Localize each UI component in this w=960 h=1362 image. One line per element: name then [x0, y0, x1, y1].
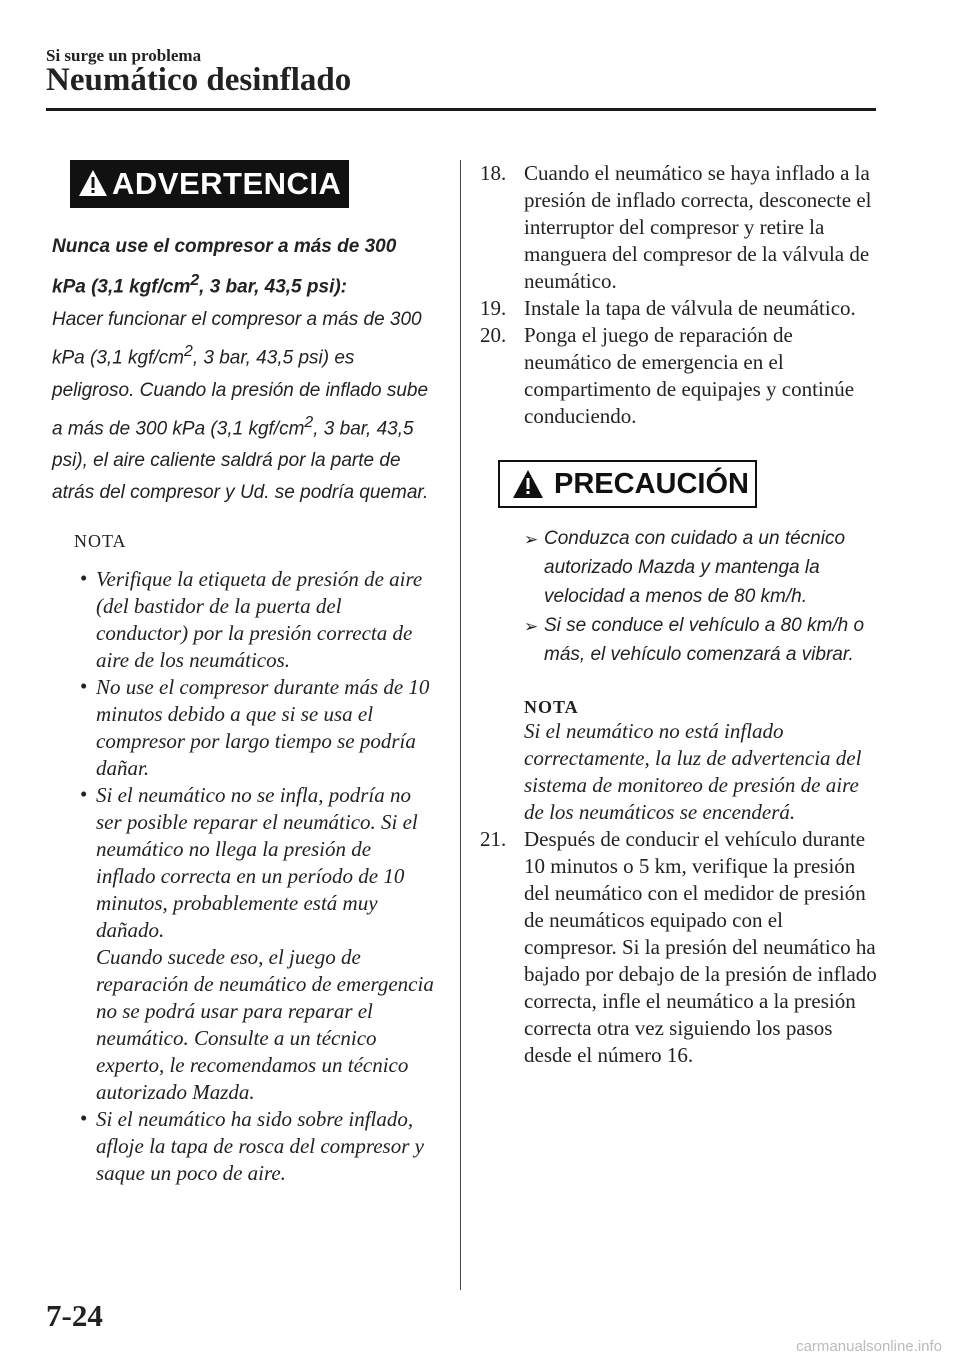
- steps-list-b: [480, 826, 880, 1069]
- caution-item: ➢ Conduzca con cuidado a un técnico autorizado Mazda y mantenga la velocidad a menos de 80 km/h.: [524, 524, 880, 611]
- nota-label: NOTA: [74, 530, 127, 551]
- step-item: 18. Cuando el neumático se haya inflado a la presión de inflado correcta, desconecte el interruptor del compresor y retire la manguera del compresor de la válvula de neumático.: [480, 161, 872, 293]
- warning-banner: [70, 160, 349, 208]
- caution-section: [480, 460, 880, 669]
- nota-item: • Si el neumático ha sido sobre inflado, afloje la tapa de rosca del compresor y saque un poco de aire.: [80, 1105, 424, 1185]
- step-item: 21. Después de conducir el vehículo durante 10 minutos o 5 km, verifique la presión del neumático con el medidor de presión de neumáticos equipado con el compresor. Si la presión del neumático ha bajado por debajo de la presión de inflado correcta, infle el neumático a la presión correcta otra vez siguiendo los pasos desde el número 16.: [480, 827, 877, 1067]
- bullet-icon: •: [80, 673, 88, 698]
- caution-item: ➢ Si se conduce el vehículo a 80 km/h o más, el vehículo comenzará a vibrar.: [524, 611, 880, 669]
- nota-label: NOTA: [524, 697, 579, 717]
- step-number: 20.: [480, 323, 507, 347]
- bullet-icon: •: [80, 781, 88, 806]
- nota-2: [524, 697, 880, 826]
- step-item: 20. Ponga el juego de reparación de neumático de emergencia en el compartimento de equipajes y continúe conduciendo.: [480, 323, 855, 428]
- warning-triangle-icon: [512, 469, 544, 499]
- nota-item: • Verifique la etiqueta de presión de aire (del bastidor de la puerta del conductor) por la presión correcta de aire de los neumáticos.: [80, 565, 423, 672]
- nota-list: [74, 566, 434, 1187]
- step-number: 19.: [480, 296, 507, 320]
- warning-body: Hacer funcionar el compresor a más de 300 kPa (3,1 kgf/$cm^2$, 3 bar, 43,5 psi) es peligroso. Cuando la presión de inflado sube a más de 300 kPa (3,1 kgf/$cm^2$, 3 bar, 43,5 psi), el aire caliente saldrá por la parte de atrás del compresor y Ud. se podría quemar.: [52, 309, 429, 503]
- bullet-icon: •: [80, 565, 88, 590]
- column-divider: [460, 160, 461, 1290]
- step-number: 21.: [480, 827, 507, 851]
- caution-list: [524, 524, 880, 669]
- caution-banner: [498, 460, 757, 508]
- bullet-icon: •: [80, 1105, 88, 1130]
- nota-item: • No use el compresor durante más de 10 minutos debido a que si se usa el compresor por largo tiempo se podría dañar.: [80, 673, 430, 780]
- steps-list-a: [480, 160, 880, 430]
- caution-label: PRECAUCIÓN: [554, 467, 749, 500]
- page-number: 7-24: [46, 1298, 103, 1333]
- nota-item-extra: Cuando sucede eso, el juego de reparación de neumático de emergencia no se podrá usar para reparar el neumático. Consulte a un técnico experto, le recomendamos un técnico autorizado Mazda.: [96, 944, 434, 1104]
- left-column: [52, 160, 434, 1187]
- step-item: 19. Instale la tapa de válvula de neumático.: [480, 296, 856, 320]
- arrow-icon: ➢: [524, 617, 539, 636]
- nota-item: • Si el neumático no se infla, podría no ser posible reparar el neumático. Si el neumático no llega la presión de inflado correcta en un período de 10 minutos, probablemente está muy dañado. Cuando sucede eso, el juego de reparación de neumático de emergencia no se podrá usar para reparar el neumático. Consulte a un técnico experto, le recomendamos un técnico autorizado Mazda.: [80, 781, 434, 1104]
- arrow-icon: ➢: [524, 530, 539, 549]
- warning-heading: Nunca use el compresor a más de 300 kPa (3,1 kgf/$cm^2$, 3 bar, 43,5 psi):: [52, 236, 397, 298]
- section-label: Si surge un problema: [46, 46, 202, 65]
- warning-label: ADVERTENCIA: [112, 166, 342, 201]
- title-rule: [46, 108, 876, 111]
- page-title: Neumático desinflado: [46, 62, 352, 98]
- nota-text: Si el neumático no está inflado correctamente, la luz de advertencia del sistema de monitoreo de presión de aire de los neumáticos se encenderá.: [524, 719, 862, 824]
- step-number: 18.: [480, 161, 507, 185]
- right-column: [480, 160, 880, 1069]
- watermark: carmanualsonline.info: [796, 1338, 942, 1355]
- warning-triangle-icon: [78, 169, 108, 197]
